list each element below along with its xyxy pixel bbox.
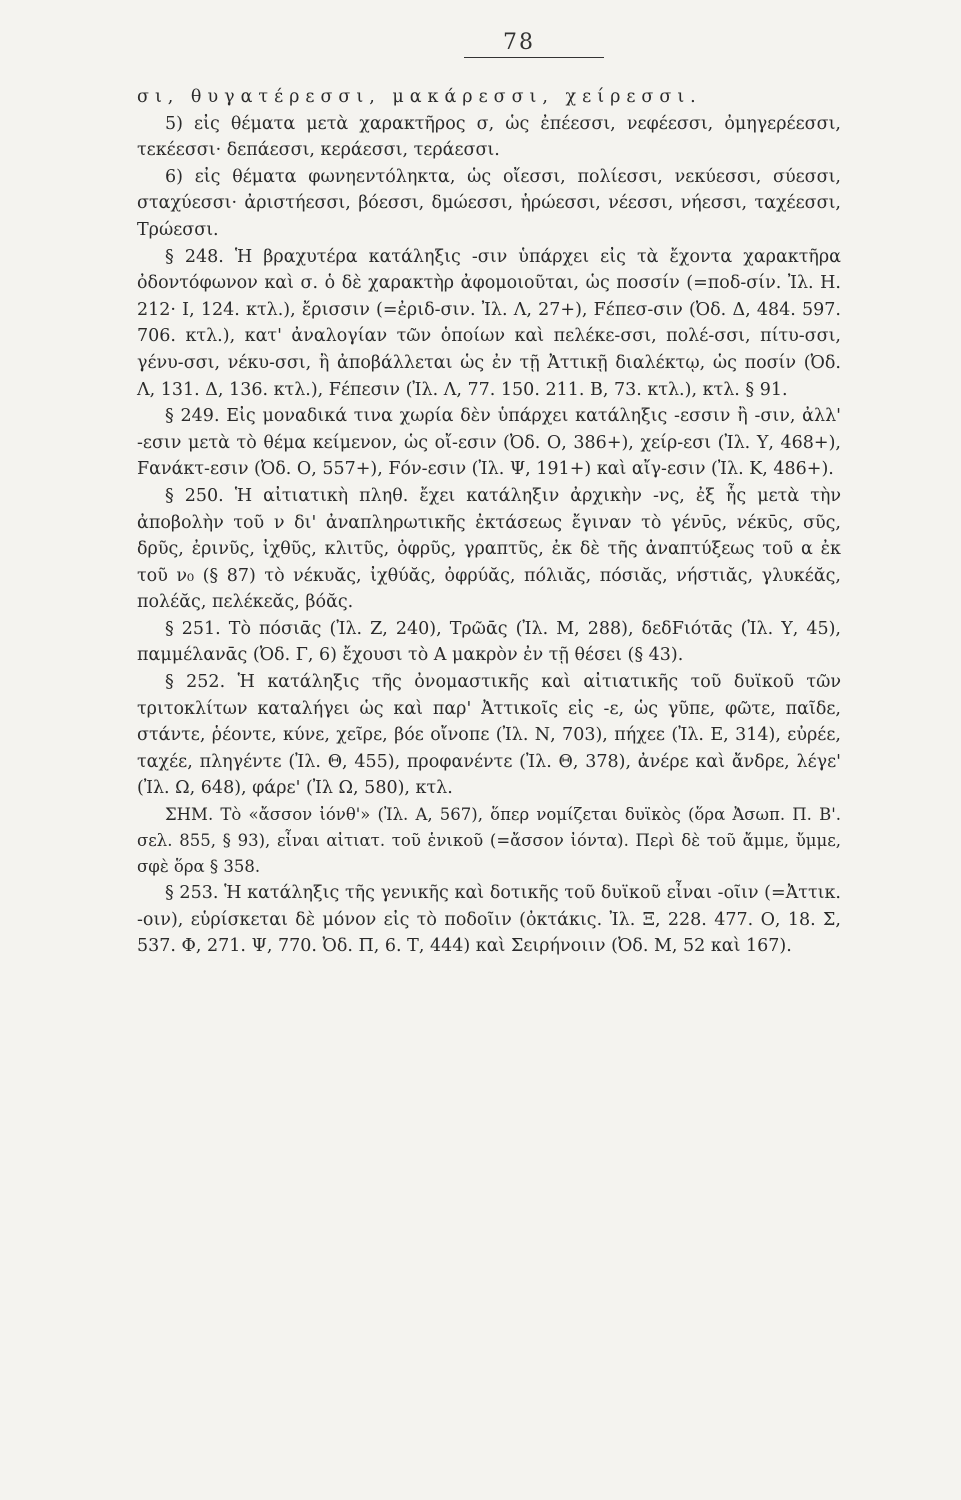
paragraph-note: ΣΗΜ. Τὸ «ἄσσον ἰόνθ'» (Ἰλ. Α, 567), ὅπερ νομίζεται δυϊκὸς (ὅρα Ἀσωπ. Π. Β'. σελ. 855, § 93), εἶναι αἰτιατ. τοῦ ἑνικοῦ (=ἄσσον ἰόντα). Περὶ δὲ τοῦ ἄμμε, ὔμμε, σφὲ ὅρα § 358. [137,805,841,877]
paragraph-section-249: § 249. Εἰς μοναδικά τινα χωρία δὲν ὑπάρχει κατάληξις -εσσιν ἢ -σιν, ἀλλ' -εσιν μετὰ τὸ θέμα κείμενον, ὡς οἴ-εσιν (Ὀδ. Ο, 386+), χείρ-εσι (Ἰλ. Υ, 468+), Fανάκτ-εσιν (Ὀδ. Ο, 557+), Fόν-εσιν (Ἰλ. Ψ, 191+) καὶ αἴγ-εσιν (Ἰλ. Κ, 486+). [137,406,841,480]
paragraph-section-251: § 251. Τὸ πόσιᾱς (Ἰλ. Ζ, 240), Τρῶᾱς (Ἰλ. Μ, 288), δεδFιότᾱς (Ἰλ. Υ, 45), παμμέλανᾱς (Ὀδ. Γ, 6) ἔχουσι τὸ Α μακρὸν ἐν τῇ θέσει (§ 43). [137,618,841,666]
paragraph-section-248: § 248. Ἡ βραχυτέρα κατάληξις -σιν ὑπάρχει εἰς τὰ ἔχοντα χαρακτῆρα ὀδοντόφωνον καὶ σ. ὁ δὲ χαρακτὴρ ἀφομοιοῦται, ὡς ποσσίν (=ποδ-σίν. Ἰλ. Η. 212· Ι, 124. κτλ.), ἔρισσιν (=ἐριδ-σιν. Ἰλ. Λ, 27+), Fέπεσ-σιν (Ὀδ. Δ, 484. 597. 706. κτλ.), κατ' ἀναλογίαν τῶν ὁποίων καὶ πελέκε-σσι, πολέ-σσι, πίτυ-σσι, γένυ-σσι, νέκυ-σσι, ἢ ἀποβάλλεται ὡς ἐν τῇ Ἀττικῇ διαλέκτῳ, ὡς ποσίν (Ὀδ. Λ, 131. Δ, 136. κτλ.), Fέπεσιν (Ἰλ. Λ, 77. 150. 211. Β, 73. κτλ.), κτλ. § 91. [137,246,841,400]
paragraph-item-5: 5) εἰς θέματα μετὰ χαρακτῆρος σ, ὡς ἐπέεσσι, νεφέεσσι, ὀμηγερέεσσι, τεκέεσσι· δεπάεσσι, κεράεσσι, τεράεσσι. [137,113,841,161]
paragraph-section-250: § 250. Ἡ αἰτιατικὴ πληθ. ἔχει κατάληξιν ἀρχικὴν -νς, ἐξ ἧς μετὰ τὴν ἀποβολὴν τοῦ ν δι' ἀναπληρωτικῆς ἐκτάσεως ἔγιναν τὸ γένῡς, νέκῡς, σῦς, δρῦς, ἐρινῦς, ἰχθῦς, κλιτῦς, ὀφρῦς, γραπτῦς, ἐκ δὲ τῆς ἀναπτύξεως τοῦ α ἐκ τοῦ ν₀ (§ 87) τὸ νέκυᾰς, ἰχθύᾰς, ὀφρύᾰς, πόλιᾰς, πόσιᾰς, νήστιᾰς, γλυκέᾰς, πολέᾰς, πελέκεᾰς, βόᾰς. [137,485,841,613]
paragraph-section-252: § 252. Ἡ κατάληξις τῆς ὀνομαστικῆς καὶ αἰτιατικῆς τοῦ δυϊκοῦ τῶν τριτοκλίτων καταλήγει ὡς καὶ παρ' Ἀττικοῖς εἰς -ε, ὡς γῦπε, φῶτε, παῖδε, στάντε, ῥέοντε, κύνε, χεῖρε, βόε οἴνοπε (Ἰλ. Ν, 703), πήχεε (Ἰλ. Ε, 314), εὐρέε, ταχέε, πληγέντε (Ἰλ. Θ, 455), προφανέντε (Ἰλ. Θ, 378), ἀνέρε καὶ ἄνδρε, λέγε' (Ἰλ. Ω, 648), φάρε' (Ἰλ Ω, 580), κτλ. [137,672,841,799]
paragraph-item-6: 6) εἰς θέματα φωνηεντόληκτα, ὡς οἴεσσι, πολίεσσι, νεκύεσσι, σύεσσι, σταχύεσσι· ἀριστήεσσι, βόεσσι, δμώεσσι, ἡρώεσσι, νέεσσι, νήεσσι, ταχέεσσι, Τρώεσσι. [137,166,841,240]
paragraph-section-253: § 253. Ἡ κατάληξις τῆς γενικῆς καὶ δοτικῆς τοῦ δυϊκοῦ εἶναι -οῖιν (=Ἀττικ. -οιν), εὑρίσκεται δὲ μόνον εἰς τὸ ποδοῖιν (ὀκτάκις. Ἰλ. Ξ, 228. 477. Ο, 18. Σ, 537. Φ, 271. Ψ, 770. Ὀδ. Π, 6. Τ, 444) καὶ Σειρήνοιιν (Ὀδ. Μ, 52 καὶ 167). [137,883,841,957]
page-number: 78 [503,30,535,55]
paragraph-intro: σι, θυγατέρεσσι, μακάρεσσι, χείρεσσι. [137,87,702,107]
header-rule [464,57,604,58]
